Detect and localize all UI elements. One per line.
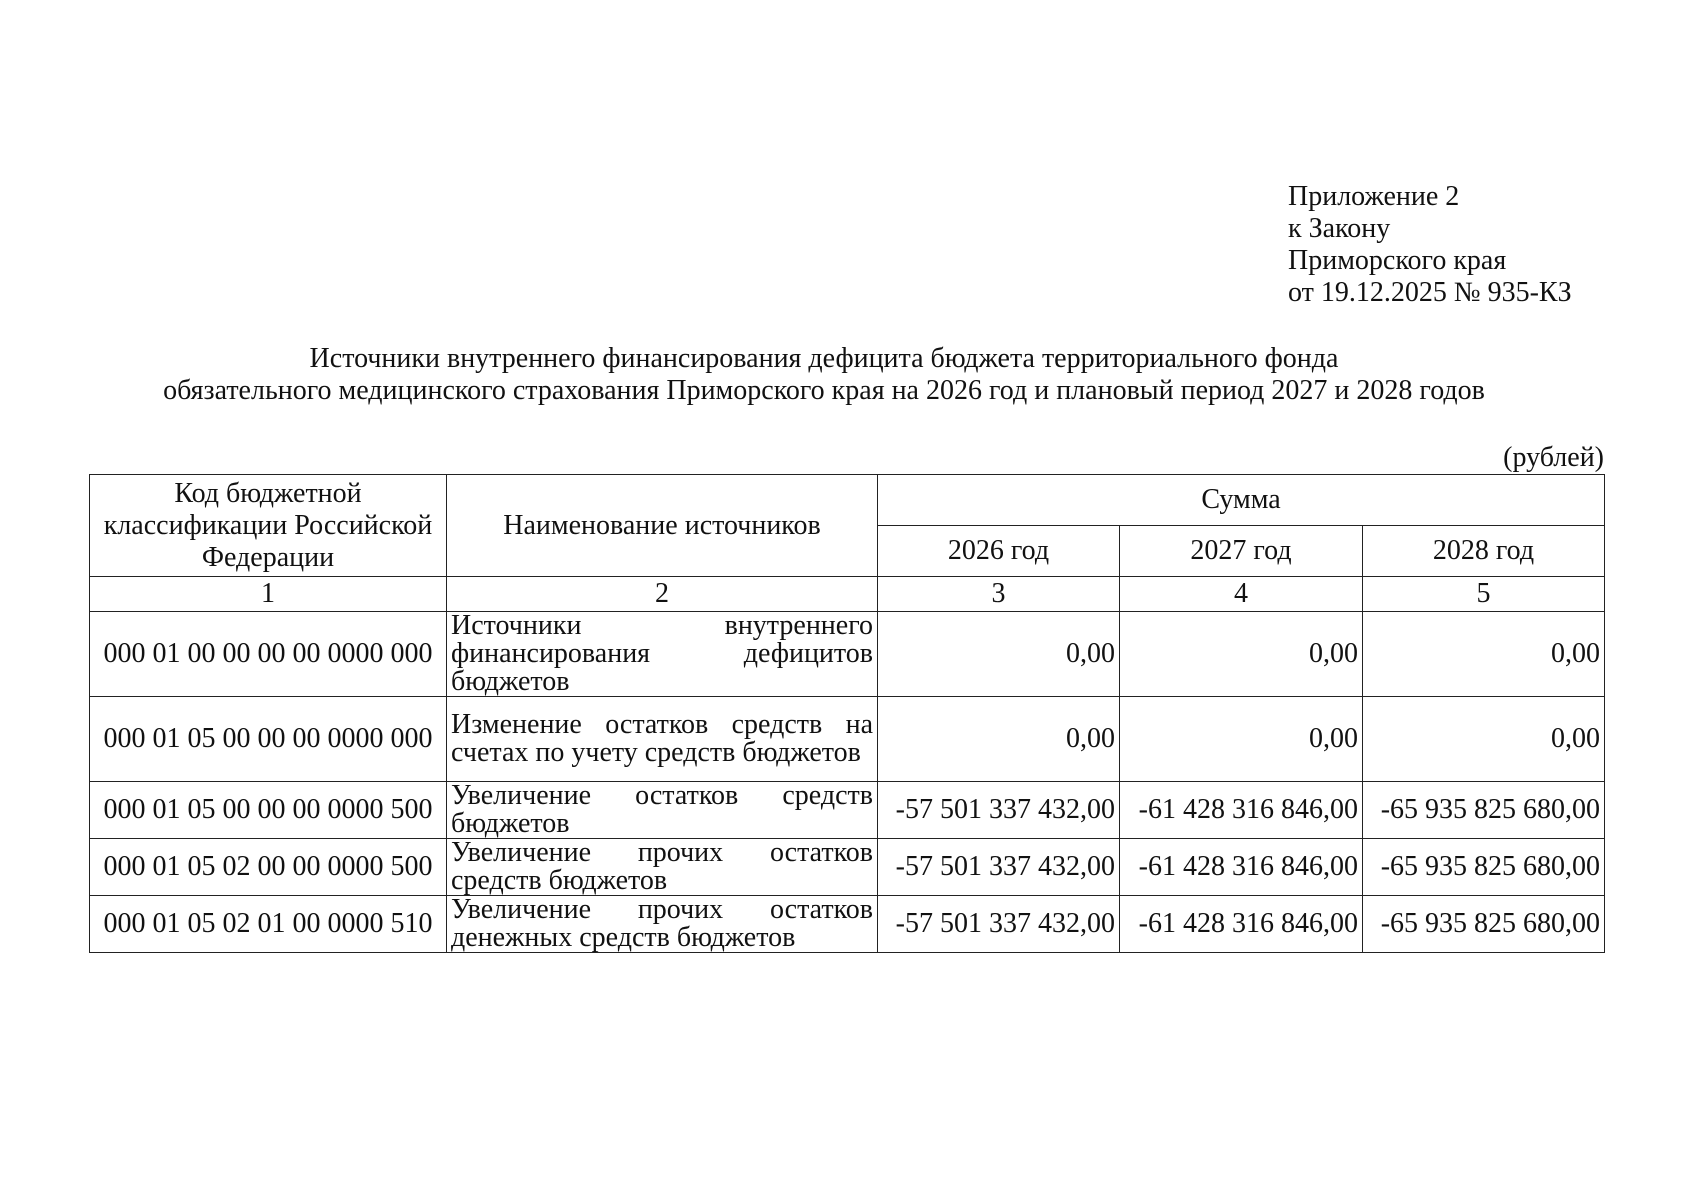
column-number: 2 [447,577,878,612]
row-amount-2026: -57 501 337 432,00 [878,839,1120,896]
column-number-row [90,577,1605,612]
table-row [90,839,1605,896]
header-sum: Сумма [878,475,1605,526]
document-title-line-1: Источники внутреннего финансирования дефицита бюджета территориального фонда [309,343,1339,374]
appendix-line: к Закону [1288,213,1391,244]
table-row [90,612,1605,697]
row-amount-2028: -65 935 825 680,00 [1363,896,1605,953]
header-year-2027: 2027 год [1120,526,1363,577]
document-title-line-2: обязательного медицинского страхования Приморского края на 2026 год и плановый период 2027 и 2028 годов [163,375,1485,406]
row-amount-2028: 0,00 [1363,697,1605,782]
row-amount-2027: -61 428 316 846,00 [1120,896,1363,953]
table-row [90,782,1605,839]
row-amount-2027: -61 428 316 846,00 [1120,782,1363,839]
row-amount-2026: -57 501 337 432,00 [878,896,1120,953]
financing-sources-table [89,474,1605,953]
table-row [90,896,1605,953]
row-amount-2026: 0,00 [878,697,1120,782]
appendix-line: от 19.12.2025 № 935-КЗ [1288,277,1572,308]
row-amount-2026: -57 501 337 432,00 [878,782,1120,839]
document-title [100,343,1548,407]
row-name: Увеличение остатков средств бюджетов [447,782,878,839]
row-amount-2028: 0,00 [1363,612,1605,697]
row-code: 000 01 05 02 00 00 0000 500 [90,839,447,896]
row-code: 000 01 05 00 00 00 0000 500 [90,782,447,839]
table-row [90,697,1605,782]
header-name: Наименование источников [447,475,878,577]
appendix-line: Приморского края [1288,245,1507,276]
row-name: Увеличение прочих остатков денежных средств бюджетов [447,896,878,953]
row-amount-2027: -61 428 316 846,00 [1120,839,1363,896]
row-amount-2028: -65 935 825 680,00 [1363,782,1605,839]
appendix-reference [1288,181,1572,309]
units-label: (рублей) [1503,442,1604,473]
row-code: 000 01 05 00 00 00 0000 000 [90,697,447,782]
row-amount-2026: 0,00 [878,612,1120,697]
row-amount-2027: 0,00 [1120,612,1363,697]
row-name: Увеличение прочих остатков средств бюджетов [447,839,878,896]
row-code: 000 01 05 02 01 00 0000 510 [90,896,447,953]
header-code: Код бюджетной классификации Российской Федерации [90,475,447,577]
row-name: Источники внутреннего финансирования дефицитов бюджетов [447,612,878,697]
row-amount-2028: -65 935 825 680,00 [1363,839,1605,896]
row-code: 000 01 00 00 00 00 0000 000 [90,612,447,697]
column-number: 5 [1363,577,1605,612]
row-name: Изменение остатков средств на счетах по учету средств бюджетов [447,697,878,782]
row-amount-2027: 0,00 [1120,697,1363,782]
header-year-2028: 2028 год [1363,526,1605,577]
column-number: 3 [878,577,1120,612]
appendix-line: Приложение 2 [1288,181,1460,212]
header-year-2026: 2026 год [878,526,1120,577]
table-header-row [90,475,1605,526]
column-number: 4 [1120,577,1363,612]
column-number: 1 [90,577,447,612]
